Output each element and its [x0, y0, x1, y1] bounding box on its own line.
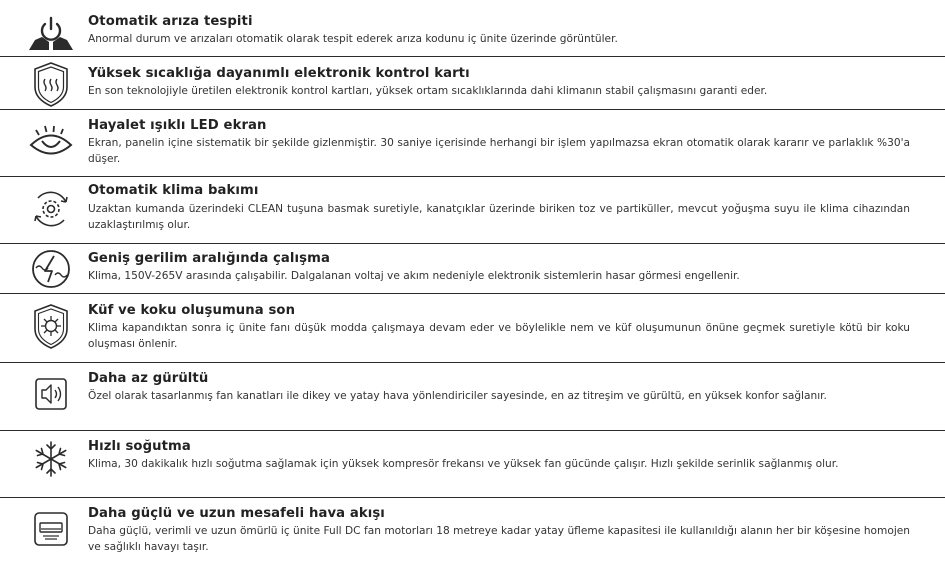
divider — [0, 176, 945, 177]
divider — [0, 109, 945, 110]
feature-title-8: Hızlı soğutma — [88, 439, 191, 454]
gear-cycle-icon — [26, 184, 76, 234]
feature-title-5: Geniş gerilim aralığında çalışma — [88, 251, 330, 266]
feature-desc-5: Klima, 150V-265V arasında çalışabilir. Dalgalanan voltaj ve akım nedeniyle elektronik sistemlerin hasar görmesi engellenir. — [88, 270, 740, 282]
voltage-icon — [26, 244, 76, 294]
divider — [0, 430, 945, 431]
feature-title-3: Hayalet ışıklı LED ekran — [88, 118, 267, 133]
feature-title-4: Otomatik klima bakımı — [88, 183, 259, 198]
feature-title-2: Yüksek sıcaklığa dayanımlı elektronik kontrol kartı — [88, 66, 470, 81]
divider — [0, 243, 945, 244]
germ-shield-icon — [26, 301, 76, 351]
feature-title-6: Küf ve koku oluşumuna son — [88, 303, 296, 318]
eye-icon — [26, 118, 76, 168]
divider — [0, 362, 945, 363]
speaker-icon — [26, 369, 76, 419]
feature-title-1: Otomatik arıza tespiti — [88, 14, 253, 29]
feature-desc-8: Klima, 30 dakikalık hızlı soğutma sağlamak için yüksek kompresör frekansı ve yüksek fan gücünde çalışır. Hızlı şekilde serinlik sağlanmış olur. — [88, 458, 839, 470]
divider — [0, 497, 945, 498]
divider — [0, 56, 945, 57]
feature-desc-4: Uzaktan kumanda üzerindeki CLEAN tuşuna basmak suretiyle, kanatçıklar üzerinde biriken toz ve partiküller, mevcut yoğuşma suyu ile klima cihazından uzaklaştırılmış olur. — [88, 203, 910, 231]
feature-title-7: Daha az gürültü — [88, 371, 209, 386]
feature-desc-7: Özel olarak tasarlanmış fan kanatları ile dikey ve yatay hava yönlendiriciler sayesinde, en az titreşim ve gürültü, en yüksek konfor sağlanır. — [88, 390, 827, 402]
feature-desc-3: Ekran, panelin içine sistematik bir şekilde gizlenmiştir. 30 saniye içerisinde herhangi bir işlem yapılmazsa ekran otomatik olarak kararır ve parlaklık %30'a düşer. — [88, 137, 910, 165]
air-conditioner-icon — [26, 504, 76, 554]
feature-desc-2: En son teknolojiyle üretilen elektronik kontrol kartları, yüksek ortam sıcaklıklarında dahi klimanın stabil çalışmasını garanti eder. — [88, 85, 768, 97]
heat-shield-icon — [26, 59, 76, 109]
feature-desc-1: Anormal durum ve arızaları otomatik olarak tespit ederek arıza kodunu iç ünite üzerinde görüntüler. — [88, 33, 618, 45]
feature-title-9: Daha güçlü ve uzun mesafeli hava akışı — [88, 506, 385, 521]
feature-desc-6: Klima kapandıktan sonra iç ünite fanı düşük modda çalışmaya devam eder ve böylelikle nem ve küf oluşumunun önüne geçmek suretiyle kötü bir koku oluşması önlenir. — [88, 322, 910, 350]
feature-desc-9: Daha güçlü, verimli ve uzun ömürlü iç ünite Full DC fan motorları 18 metreye kadar yatay üfleme kapasitesi ile kullanıldığı alanın her bir köşesine homojen ve sağlıklı havayı taşır. — [88, 525, 910, 553]
snowflake-icon — [26, 434, 76, 484]
divider — [0, 293, 945, 294]
hands-power-icon — [26, 10, 76, 60]
